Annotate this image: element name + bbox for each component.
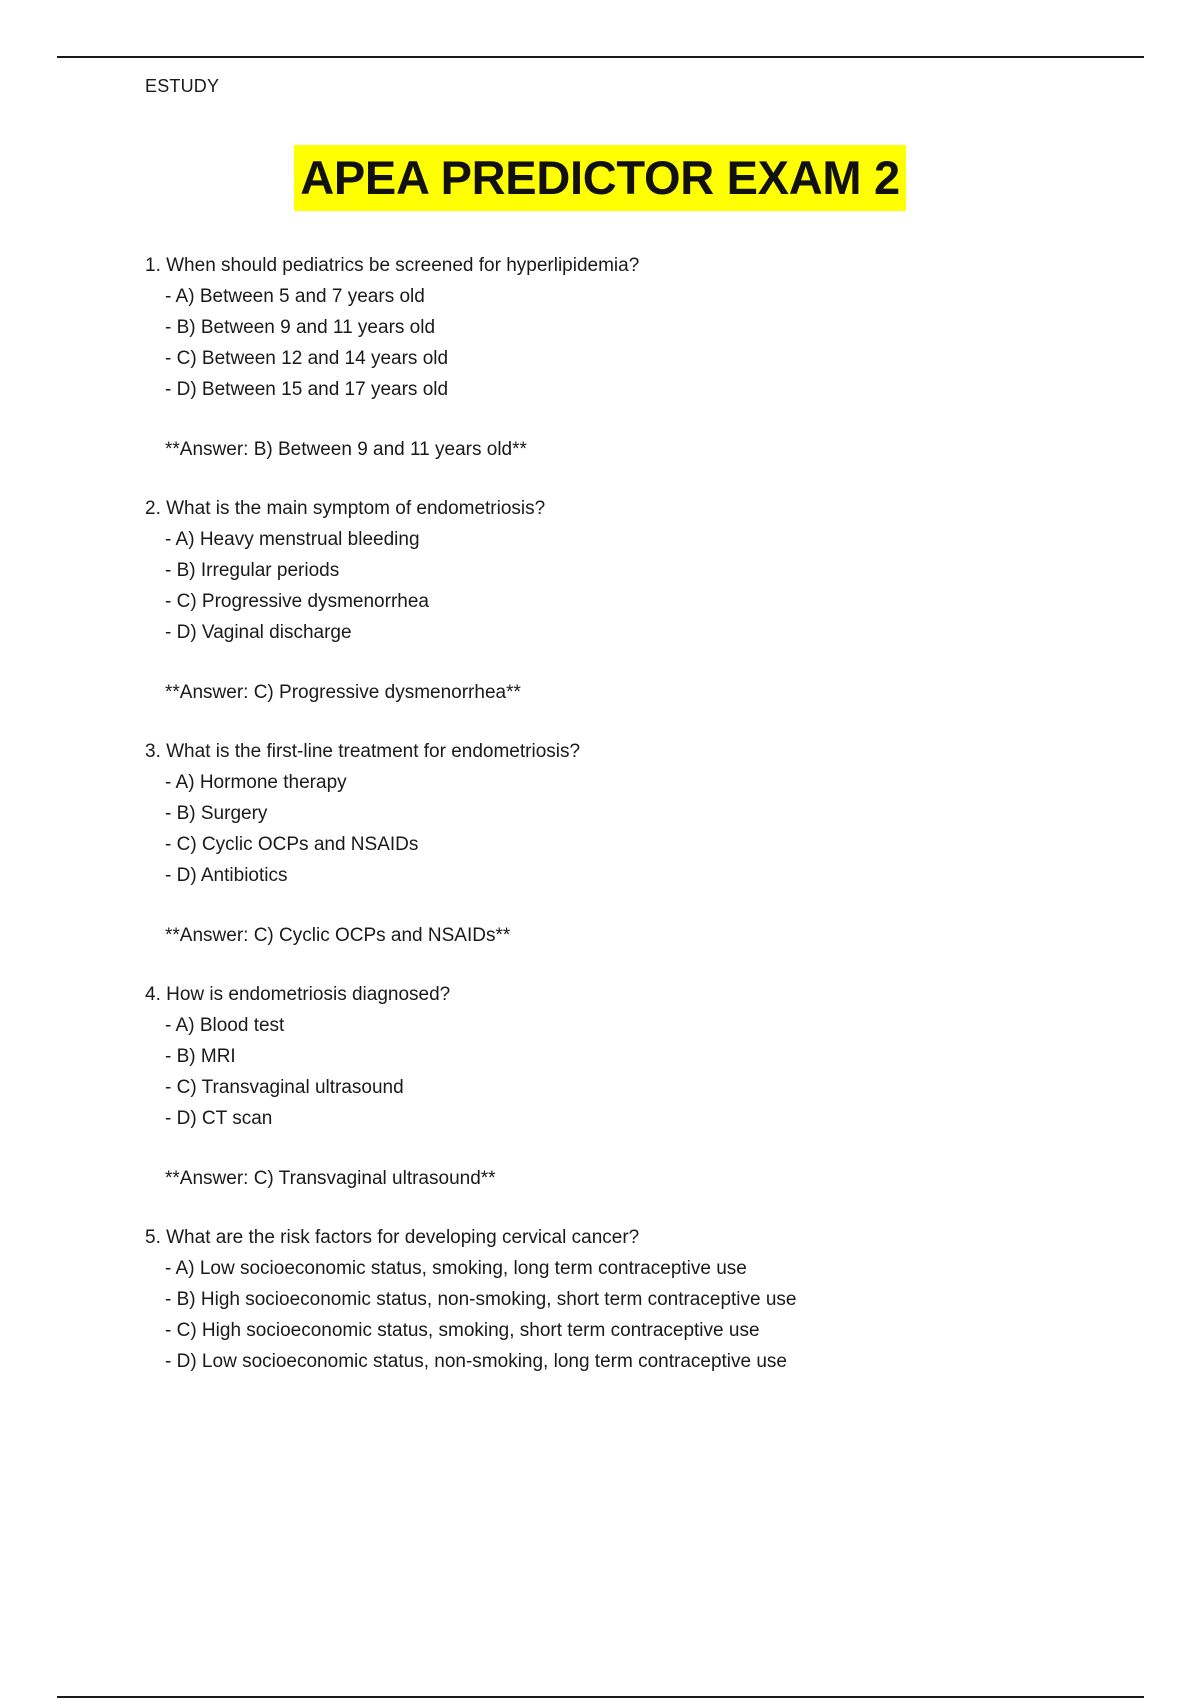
question-text: 5. What are the risk factors for developing cervical cancer? — [145, 1227, 640, 1248]
question-3 — [145, 736, 1105, 951]
option-a: - A) Hormone therapy — [165, 772, 347, 793]
question-text: 4. How is endometriosis diagnosed? — [145, 984, 451, 1005]
option-b: - B) High socioeconomic status, non-smoking, short term contraceptive use — [165, 1289, 797, 1310]
option-list — [145, 1010, 1105, 1134]
option-d: - D) Low socioeconomic status, non-smoking, long term contraceptive use — [165, 1351, 787, 1372]
option-c: - C) Between 12 and 14 years old — [165, 348, 449, 369]
option-d: - D) Between 15 and 17 years old — [165, 379, 449, 400]
option-c: - C) Transvaginal ultrasound — [165, 1077, 404, 1098]
option-c: - C) High socioeconomic status, smoking, short term contraceptive use — [165, 1320, 760, 1341]
answer-text: **Answer: C) Progressive dysmenorrhea** — [165, 682, 521, 703]
question-2 — [145, 493, 1105, 708]
option-d: - D) CT scan — [165, 1108, 273, 1129]
option-a: - A) Blood test — [165, 1015, 285, 1036]
question-text: 1. When should pediatrics be screened for hyperlipidemia? — [145, 255, 640, 276]
option-a: - A) Low socioeconomic status, smoking, long term contraceptive use — [165, 1258, 747, 1279]
answer-text: **Answer: B) Between 9 and 11 years old** — [165, 439, 527, 460]
question-1 — [145, 250, 1105, 465]
option-list — [145, 281, 1105, 405]
option-c: - C) Progressive dysmenorrhea — [165, 591, 429, 612]
header-label: ESTUDY — [145, 76, 220, 96]
question-text: 3. What is the first-line treatment for endometriosis? — [145, 741, 581, 762]
option-list — [145, 524, 1105, 648]
option-list — [145, 767, 1105, 891]
answer-text: **Answer: C) Transvaginal ultrasound** — [165, 1168, 496, 1189]
option-a: - A) Heavy menstrual bleeding — [165, 529, 420, 550]
option-b: - B) Irregular periods — [165, 560, 340, 581]
question-list — [145, 250, 1105, 1405]
bottom-divider — [57, 1696, 1144, 1698]
question-5 — [145, 1222, 1105, 1377]
top-divider — [57, 56, 1144, 58]
question-4 — [145, 979, 1105, 1194]
option-b: - B) MRI — [165, 1046, 236, 1067]
option-a: - A) Between 5 and 7 years old — [165, 286, 425, 307]
option-d: - D) Antibiotics — [165, 865, 288, 886]
option-d: - D) Vaginal discharge — [165, 622, 352, 643]
title-container — [0, 145, 1200, 211]
answer-text: **Answer: C) Cyclic OCPs and NSAIDs** — [165, 925, 511, 946]
option-b: - B) Between 9 and 11 years old — [165, 317, 436, 338]
option-b: - B) Surgery — [165, 803, 268, 824]
option-c: - C) Cyclic OCPs and NSAIDs — [165, 834, 419, 855]
question-text: 2. What is the main symptom of endometriosis? — [145, 498, 546, 519]
option-list — [145, 1253, 1105, 1377]
page-title: APEA PREDICTOR EXAM 2 — [294, 145, 906, 211]
